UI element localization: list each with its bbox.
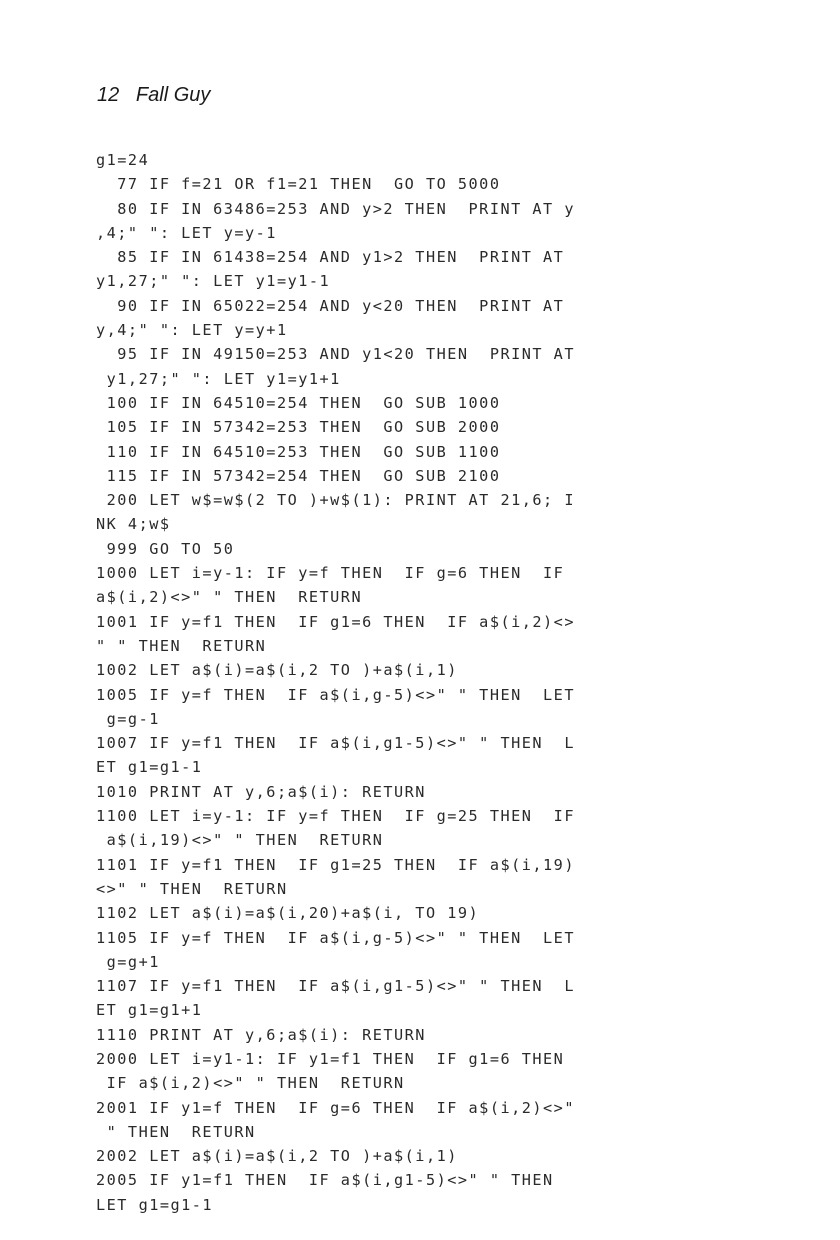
code-line: a$(i,19)<>" " THEN RETURN — [96, 831, 384, 850]
code-line: LET g1=g1-1 — [96, 1195, 214, 1214]
code-line: 200 LET w$=w$(2 TO )+w$(1): PRINT AT 21,6; I — [96, 491, 575, 510]
code-line: 100 IF IN 64510=254 THEN GO SUB 1000 — [96, 393, 501, 412]
code-line: g1=24 — [96, 151, 150, 169]
code-line: ET g1=g1+1 — [96, 1001, 203, 1020]
code-line: IF a$(i,2)<>" " THEN RETURN — [96, 1074, 405, 1093]
code-line: 85 IF IN 61438=254 AND y1>2 THEN PRINT AT — [96, 248, 565, 267]
code-line: 1107 IF y=f1 THEN IF a$(i,g1-5)<>" " THEN L — [96, 977, 575, 996]
code-line: <>" " THEN RETURN — [96, 879, 288, 898]
code-line: 1007 IF y=f1 THEN IF a$(i,g1-5)<>" " THEN L — [96, 734, 575, 753]
code-line: 77 IF f=21 OR f1=21 THEN GO TO 5000 — [96, 175, 501, 194]
code-line: ,4;" ": LET y=y-1 — [96, 223, 277, 242]
code-line: 2001 IF y1=f THEN IF g=6 THEN IF a$(i,2)<>" — [96, 1098, 575, 1117]
code-line: 1002 LET a$(i)=a$(i,2 TO )+a$(i,1) — [96, 661, 458, 680]
code-line: 80 IF IN 63486=253 AND y>2 THEN PRINT AT y — [96, 199, 575, 218]
code-line: 2000 LET i=y1-1: IF y1=f1 THEN IF g1=6 THEN — [96, 1049, 565, 1068]
code-line: 1100 LET i=y-1: IF y=f THEN IF g=25 THEN IF — [96, 807, 575, 826]
code-line: 115 IF IN 57342=254 THEN GO SUB 2100 — [96, 466, 501, 485]
code-line: y1,27;" ": LET y1=y1-1 — [96, 272, 331, 291]
page-header — [97, 84, 210, 107]
code-line: 95 IF IN 49150=253 AND y1<20 THEN PRINT AT — [96, 345, 575, 364]
code-line: 90 IF IN 65022=254 AND y<20 THEN PRINT AT — [96, 296, 565, 315]
code-line: y1,27;" ": LET y1=y1+1 — [96, 369, 341, 388]
code-line: 1001 IF y=f1 THEN IF g1=6 THEN IF a$(i,2)<> — [96, 612, 575, 631]
code-line: ET g1=g1-1 — [96, 758, 203, 777]
code-line: NK 4;w$ — [96, 515, 171, 534]
code-line: g=g+1 — [96, 952, 160, 971]
code-line: 1110 PRINT AT y,6;a$(i): RETURN — [96, 1025, 426, 1044]
code-line: 2002 LET a$(i)=a$(i,2 TO )+a$(i,1) — [96, 1147, 458, 1166]
page-number: 12 — [97, 84, 120, 106]
code-line: " THEN RETURN — [96, 1122, 256, 1141]
basic-program-listing — [96, 148, 575, 1217]
code-line: 999 GO TO 50 — [96, 539, 235, 558]
code-line: 1102 LET a$(i)=a$(i,20)+a$(i, TO 19) — [96, 904, 480, 923]
code-line: a$(i,2)<>" " THEN RETURN — [96, 588, 363, 607]
code-line: 1010 PRINT AT y,6;a$(i): RETURN — [96, 782, 426, 801]
code-line: 2005 IF y1=f1 THEN IF a$(i,g1-5)<>" " THEN — [96, 1171, 554, 1190]
code-line: 1105 IF y=f THEN IF a$(i,g-5)<>" " THEN LET — [96, 928, 575, 947]
code-line: 1101 IF y=f1 THEN IF g1=25 THEN IF a$(i,19) — [96, 855, 575, 874]
code-line: 1000 LET i=y-1: IF y=f THEN IF g=6 THEN IF — [96, 564, 565, 583]
code-line: y,4;" ": LET y=y+1 — [96, 321, 288, 340]
code-line: g=g-1 — [96, 709, 160, 728]
code-line: 110 IF IN 64510=253 THEN GO SUB 1100 — [96, 442, 501, 461]
code-line: 105 IF IN 57342=253 THEN GO SUB 2000 — [96, 418, 501, 437]
code-line: " " THEN RETURN — [96, 636, 267, 655]
code-line: 1005 IF y=f THEN IF a$(i,g-5)<>" " THEN LET — [96, 685, 575, 704]
chapter-title: Fall Guy — [135, 84, 211, 106]
